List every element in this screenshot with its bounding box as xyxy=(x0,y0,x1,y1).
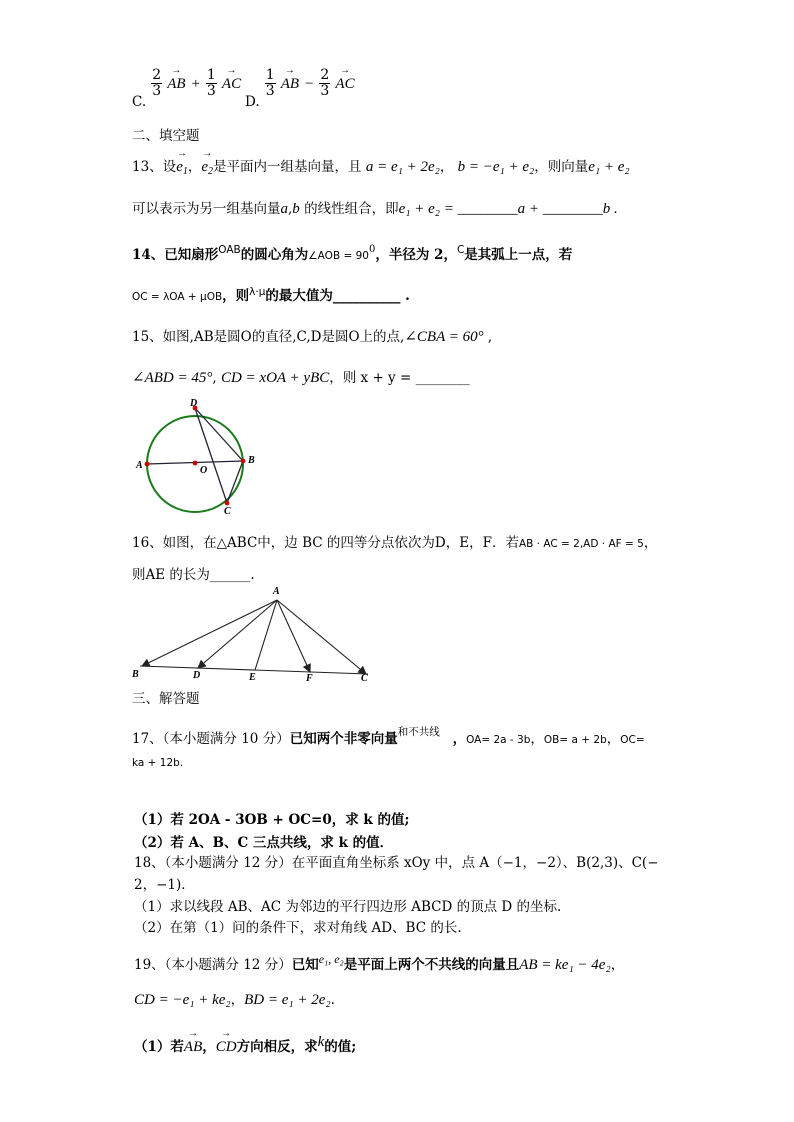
vector-ab: → AB xyxy=(281,76,299,93)
question-18-part2: （2）在第（1）问的条件下，求对角线 AD、BC 的长. xyxy=(134,920,462,936)
question-19-line2: CD = −e₁ + ke₂，BD = e₁ + 2e₂. xyxy=(134,992,335,1008)
option-d-label: D. xyxy=(245,94,260,110)
question-15-line2: ∠ABD = 45°, CD = xOA + yBC，则 x + y = ________ xyxy=(132,370,470,386)
label-d: D xyxy=(190,398,198,409)
point-c xyxy=(225,501,230,506)
label-b: B xyxy=(248,455,255,466)
question-19-line1: 19、（本小题满分 12 分）已知e₁, e₂是平面上两个不共线的向量且AB = ke₁ − 4e₂， xyxy=(134,952,625,973)
question-17-part1: （1）若 2OA - 3OB + OC=0，求 k 的值; xyxy=(134,812,410,828)
section-title-fill-blank: 二、填空题 xyxy=(132,128,200,144)
q12-option-c: $_{C.}$ $\frac{2}{3}$ → AB + $\frac{1}{3}$ → AC xyxy=(132,68,241,99)
fraction: $\frac{2}{3}$ xyxy=(152,67,162,99)
question-17-line1: 17、（本小题满分 10 分）已知两个非零向量$^{和不共线}$ ，OA= 2a - 3b，OB= a + 2b，OC= xyxy=(132,726,645,747)
point-o xyxy=(193,461,198,466)
vector-ad-line xyxy=(198,600,277,668)
label-a: A xyxy=(136,460,143,471)
question-14-line1: 14、已知扇形$^{OAB}$的圆心角为∠AOB = $90^0$，半径为 2，$^C$是其弧上一点，若 xyxy=(132,244,573,263)
question-18-line2: 2，−1)． xyxy=(134,877,195,893)
point-b xyxy=(241,459,246,464)
question-16-line2: 则AE 的长为______. xyxy=(132,567,255,583)
segment-ae xyxy=(255,600,277,670)
question-18-part1: （1）求以线段 AB、AC 为邻边的平行四边形 ABCD 的顶点 D 的坐标. xyxy=(134,899,562,915)
question-17-line2: ka + 12b. xyxy=(132,757,184,769)
question-15-line1: 15、如图,AB是圆O的直径,C,D是圆O上的点,∠CBA = 60° , xyxy=(132,329,493,345)
label-c: C xyxy=(361,673,368,682)
question-16-line1: 16、如图，在△ABC中，边 BC 的四等分点依次为D，E，F．若AB · AC = 2,AD · AF = 5， xyxy=(132,535,658,551)
fraction: $\frac{1}{3}$ xyxy=(265,67,275,99)
question-13-line2: 可以表示为另一组基向量a,b 的线性组合，即e₁ + e₂ = ________a + ________b . xyxy=(132,201,618,217)
vector-ac: → AC xyxy=(335,76,354,93)
section-title-answer: 三、解答题 xyxy=(132,691,200,707)
vector-ab-line xyxy=(142,600,277,666)
point-a xyxy=(145,462,150,467)
question-17-part2: （2）若 A、B、C 三点共线，求 k 的值． xyxy=(134,835,394,851)
option-c-label: C. xyxy=(132,94,147,110)
vector-ab: → AB xyxy=(167,76,185,93)
q12-option-d: $_{D.}$ $\frac{1}{3}$ → AB − $\frac{2}{3}$ → AC xyxy=(245,68,355,99)
fraction: $\frac{2}{3}$ xyxy=(320,67,330,99)
label-d: D xyxy=(193,670,201,681)
label-b: B xyxy=(132,669,139,680)
label-a: A xyxy=(273,586,280,597)
chord-bc xyxy=(227,461,243,503)
label-f: F xyxy=(306,673,313,682)
triangle-figure xyxy=(130,582,380,682)
question-13-line1: 13、设→ $e_1$，→ $e_2$是平面内一组基向量，且 a = e₁ + 2e₂， b = −e₁ + e₂，则向量e₁ + e₂ xyxy=(132,155,630,177)
fraction: $\frac{1}{3}$ xyxy=(206,67,216,99)
chord-dc xyxy=(195,408,227,503)
question-19-part1: （1）若→ AB，→ CD方向相反，求k的值; xyxy=(134,1034,356,1056)
question-14-line2: OC = λOA + μOB，则$^{\lambda\cdot\mu}$的最大值为__________ . xyxy=(132,286,410,304)
vector-ac-line xyxy=(277,600,366,674)
label-e: E xyxy=(249,672,256,682)
chord-db xyxy=(195,408,243,461)
label-c: C xyxy=(224,506,231,515)
vector-af-line xyxy=(277,600,310,672)
circle-figure xyxy=(130,395,260,515)
label-o: O xyxy=(200,465,208,476)
vector-ac: → AC xyxy=(222,76,241,93)
question-18-line1: 18、（本小题满分 12 分）在平面直角坐标系 xOy 中，点 A（−1，−2）、B(2,3)、C(− xyxy=(134,855,659,871)
